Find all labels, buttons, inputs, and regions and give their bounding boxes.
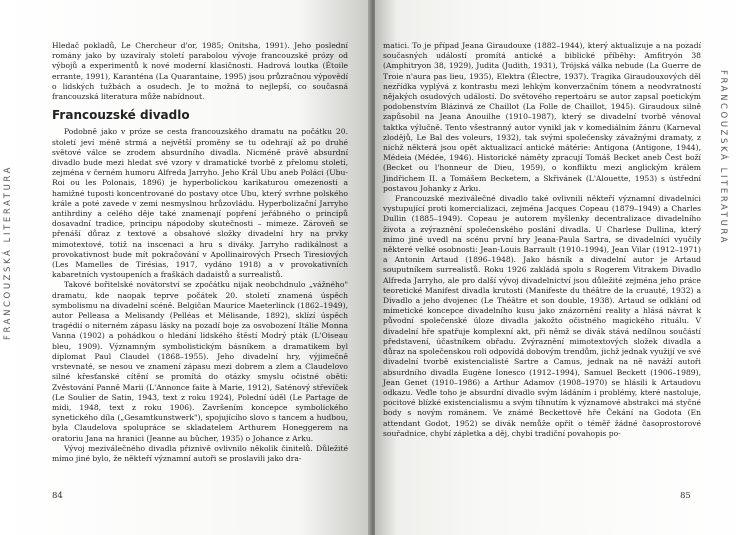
right-paragraph-1: matici. To je případ Jeana Giraudouxe (1882–1944), který aktualizuje a na pozadí současných událostí promítá antické a biblické příběhy: Amfitryón 38 (Amphitryon 38, 1929), Judita (Judith, 1931), Trójská válka nebude (La Guerre de Troie n'aura pas lieu, 1935), Elektra (Électre, 1937). Tragika Giraudouxových děl nezřídka vyplývá z kontrastu mezi lehkým konverzačním tónem a neodvratností nějakých osudových událostí. Do světového repertoáru se autor zapsal poetickým podobenstvím Blázinvá ze Chaillot (La Folle de Chaillot, 1945). Giraudoux silně zapůsobil na Jeana Anouilhe (1910–1987), který se divadelní tvorbě věnoval taktka výlučně. Tento všestranný autor vynikl jak v komediálním žánru (Karneval zlodějů, Le Bal des voleurs, 1932), tak svými společensky závažnými dramaty, z nichž některá jsou opět aktualizací antické mátérie: Antigona (Antigone, 1944), Médeia (Médée, 1946). Historické náměty zpracují Tomáš Becket aneb Čest boží (Becket ou l'honneur de Dieu, 1959), o konfliktu mezi anglickým králem Jindřichem II. a Tomášem Becketem, a Skřivánek (L'Alouette, 1953) s ústřední postavou Johanky z Arku. xyxy=(383,41,701,193)
left-paragraph-3: Vývoj meziválečného divadla přiznivě ovlivnilo několik činitelů. Důležité mimo jiné bylo, že někteří významní autoři se proslavili jako dra- xyxy=(52,443,348,463)
right-page-number: 85 xyxy=(680,491,691,501)
left-page xyxy=(0,0,372,535)
left-running-header: FRANCOUZSKÁ LITERATURA xyxy=(3,165,13,340)
section-heading: Francouzské divadlo xyxy=(52,108,190,123)
left-page-number: 84 xyxy=(52,491,63,501)
left-paragraph-1: Podobně jako v próze se cesta francouzského dramatu na počátku 20. století jeví méně strmá a největší proměny se tu odehrají až po druhé světové válce se zrodem absurdního divadla. Nicméně právě absurdní divadlo bude mezi hledat své vzory v dramatické tvorbě z přelomu století, zejména v černém humoru Alfreda Jarryho. Jeho Král Ubu aneb Poláci (Ubu-Roi ou les Polonais, 1896) je hyperbolickou karikaturou omezenosti a hamižné tuposti koncentrované do postavy otce Ubu, který svrhne polského krále a poté zavede v zemi nesmyslnou hrůzovládu. Hyperbolizační Jarryho antihrdiny a celého děje také znamenají popření jeřábného o principů dosavadní tradice, principu nápodoby skutečnosti – mimeze. Zároveň se přenáší důraz z textové a obsahové složky divadelní hry na prvky mimotextové, totiž na inscenaci a hru s diváky. Jarryho radikálnost a provokativnost bude mít pokračování v Apollinairových Prsech Tiresiových (Les Mamelles de Tirésias, 1917, vydáno 1918) a v provokativních kabaretních vystoupeních a fraškách dadaistů a surrealistů. xyxy=(52,127,348,280)
right-page-text xyxy=(383,41,701,439)
left-page-text xyxy=(52,41,348,464)
left-intro-paragraph: Hledač pokladů, Le Chercheur d'or, 1985; Onitsha, 1991). Jeho poslední romány jako by uzavíraly století parabolou vývoje francouzské prózy od výbojů a experimentů k nové moderní klasičnosti. Hadrová loutka (Étoile errante, 1991), Karanténa (La Quarantaine, 1995) jsou průzračnou výpovědí o lidských tužbách a osudech. Je to možná to nejlepší, co současná francouzská literatura může nabídnout. xyxy=(52,41,348,102)
right-page xyxy=(375,0,750,535)
right-paragraph-2: Francouzské meziválečné divadlo také ovlivnili někteří významní divadelníci vystupující proti komercializaci, zejména Jacques Copeau (1879–1949) a Charles Dullin (1885–1949). Copeau je autorem myšlenky decentralizace divadelního života a zvýraznění společenského poslání divadla. U Charlese Dullina, který mimo jiné uvedl na scénu první hry Jeana-Paula Sartra, se divadelníci vyučily některé velké osobnosti: Jean-Louis Barrault (1910–1994), Jean Vilar (1912–1971) a Antonin Artaud (1896–1948). Jako básník a divadelní autor je Artaud souputníkem surrealistů. Roku 1926 zakládá spolu s Rogerem Vitrakem Divadlo Alfreda Jarryho, ale pro další vývoj divadelnictví jsou důležité zejména jeho práce teoretické Manifest divadla krutosti (Manifeste du théâtre de la cruauté, 1932) a Divadlo a jeho dvojenec (Le Théâtre et son double, 1938). Artaud se odklání od mimetické koncepce divadelního kusu jako znázornění reality a hlásá návrat k původní společenské úloze divadla jakožto očistného magického rituálu. V divadelní hře spatřuje komplexní akt, při němž se divák stává nedílnou součástí představení, účastníkem obřadu. Zvýraznění mimotextových složek divadla a důraz na společenskou roli odpovídá dobovým trendům, jichž jednak využijí ve své divadelní tvorbě existencialisté Sartre a Camus, jednak na ně naváží autoři absurdního divadla Eugène Ionesco (1912–1994), Samuel Beckett (1906–1989), Jean Genet (1910–1986) a Arthur Adamov (1908–1970) se hlásili k Artaudovu odkazu. Veďle toho je absurdní divadlo svým ládáním i problémy, které nastoluje, pocitové blízké existencialismu a svým tíhnutím k významové abstrakci má styčné body s novým románem. Ve známé Beckettově hře Čekání na Godota (En attendant Godot, 1952) se divák nemůže opřít o téměř žádné časoprostorové souřadnice, chybí zápletka a děj, chybí tradiční povahopis po- xyxy=(383,194,701,438)
right-running-header: FRANCOUZSKÁ LITERATURA xyxy=(718,70,728,245)
left-paragraph-2: Takové bořitelské novátorství se zpočátku nijak neobchdnulo „vážného" dramatu, kde naopak teprve počátek 20. století znamená úspěch symbolismu na divadelní scéně. Belgičan Maurice Maeterlinck (1862–1949), autor Pelleasa a Melisandy (Pelléas et Mélisande, 1892), sklízí úspěch tragédií o niterném zápasu lásky na pozadí boje za osvobození Itálie Monna Vanna (1902) a pohádkou o hledání lidského štěstí Modrý pták (L'Oiseau bleu, 1909). Významným symbolistickým básníkem a dramatikem byl diplomat Paul Claudel (1868–1955). Jeho divadelní hry, výjimečně vrstevnaté, se nesou ve znamení zápasu mezi dobrem a zlem a Claudelovo silné křesťanské cítění se promítá do otázky smyslu očistné oběti: Zvěstování Panně Marii (L'Annonce faite à Marie, 1912), Saténový střevíček (Le Soulier de Satin, 1943, text z roku 1924), Polední úděl (Le Partage de midi, 1948, text z roku 1906). Završením koncepce symbolického synetického díla („Gesamtkunstwerk"), spojujícího slovo s tancem a hudbou, byla Claudelova spolupráce se skladatelem Arthurem Honeggerem na oratoriu Jana na hranici (Jeanne au bûcher, 1935) o Johance z Arku. xyxy=(52,280,348,443)
